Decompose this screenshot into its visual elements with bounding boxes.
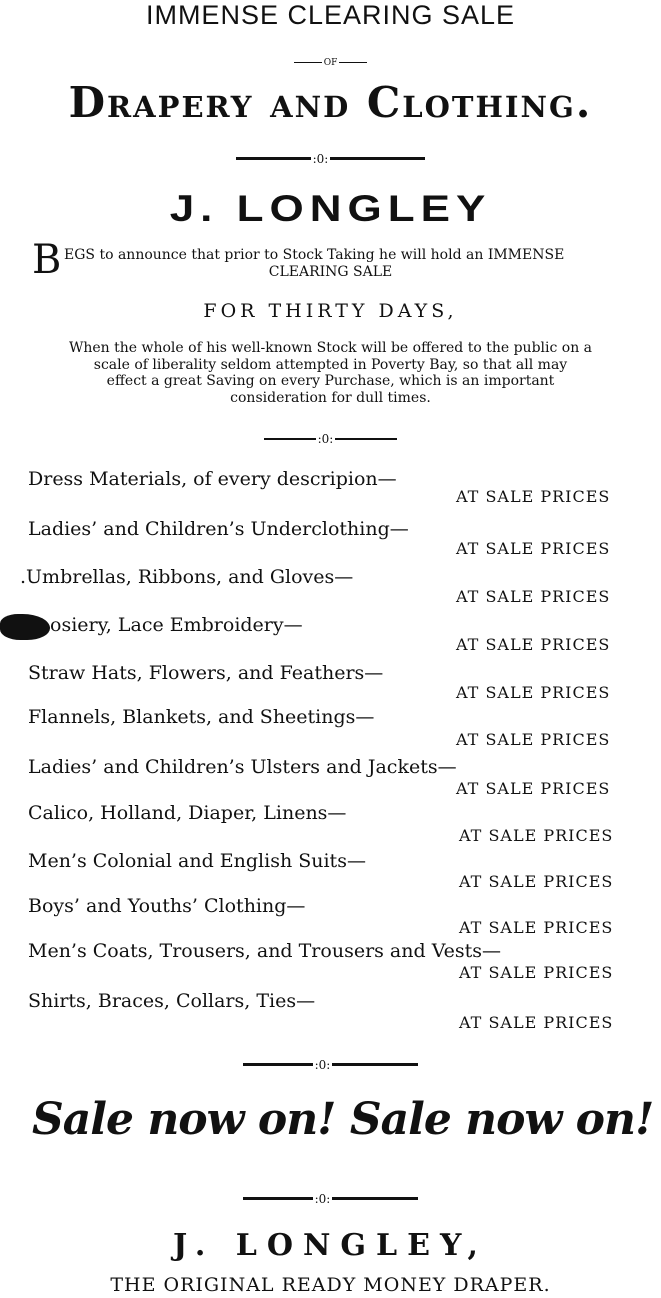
announcement-line-2: CLEARING SALE (268, 264, 393, 280)
drop-cap: B (32, 237, 62, 283)
rule-line-right (332, 1063, 418, 1066)
list-item-price: AT SALE PRICES (459, 1013, 614, 1032)
page-title: Drapery and Clothing. (68, 78, 593, 127)
ink-blot (0, 614, 50, 640)
of-label: OF (323, 57, 338, 68)
of-rule (0, 52, 661, 71)
list-item-price: AT SALE PRICES (456, 587, 611, 606)
body-line: When the whole of his well-known Stock will be offered to the public on a (68, 340, 593, 356)
rule-line-left (294, 62, 322, 63)
announcement-body (0, 340, 661, 406)
rule-line-right (335, 438, 397, 440)
top-headline: IMMENSE CLEARING SALE (145, 0, 516, 30)
list-item-label: Straw Hats, Flowers, and Feathers— (28, 662, 384, 684)
footer-name: J. LONGLEY, (173, 1228, 488, 1263)
list-item-price: AT SALE PRICES (456, 487, 611, 506)
list-item-label: Ladies’ and Children’s Underclothing— (28, 518, 409, 540)
list-item-label: Men’s Coats, Trousers, and Trousers and Vests— (28, 940, 502, 962)
rule-line-left (243, 1063, 313, 1066)
list-item-label: Ladies’ and Children’s Ulsters and Jackets— (28, 756, 457, 778)
rule-line-right (332, 1197, 418, 1200)
list-item-label: Dress Materials, of every descripion— (28, 468, 397, 490)
brand-name: J. LONGLEY (169, 187, 492, 230)
rule-line-left (243, 1197, 313, 1200)
list-item-label: Men’s Colonial and English Suits— (28, 850, 366, 872)
list-item-price: AT SALE PRICES (456, 635, 611, 654)
list-item-price: AT SALE PRICES (456, 683, 611, 702)
body-line: scale of liberality seldom attempted in Poverty Bay, so that all may (93, 356, 568, 373)
list-item-price: AT SALE PRICES (459, 826, 614, 845)
list-item-price: AT SALE PRICES (459, 963, 614, 982)
rule-line-right (339, 62, 367, 63)
list-item-label: .Umbrellas, Ribbons, and Gloves— (20, 566, 354, 588)
duration-heading: FOR THIRTY DAYS, (203, 300, 458, 322)
list-item-price: AT SALE PRICES (456, 730, 611, 749)
divider-1 (0, 148, 661, 167)
divider-2 (0, 428, 661, 447)
divider-4 (0, 1188, 661, 1207)
list-item-price: AT SALE PRICES (459, 872, 614, 891)
list-item-label: Calico, Holland, Diaper, Linens— (28, 802, 347, 824)
list-item-price: AT SALE PRICES (456, 779, 611, 798)
list-item-price: AT SALE PRICES (456, 539, 611, 558)
announcement-line-1: EGS to announce that prior to Stock Taking he will hold an IMMENSE (64, 247, 565, 263)
sale-banner: Sale now on! Sale now on! (32, 1094, 654, 1145)
rule-line-left (264, 438, 316, 440)
rule-line-left (236, 157, 311, 160)
body-line: effect a great Saving on every Purchase, which is an important (106, 373, 555, 389)
rule-mark: :0: (314, 1191, 331, 1206)
footer-tagline: THE ORIGINAL READY MONEY DRAPER. (110, 1274, 551, 1296)
body-line: consideration for dull times. (230, 389, 431, 406)
list-item-label: osiery, Lace Embroidery— (50, 614, 303, 636)
rule-mark: :0: (314, 1057, 331, 1072)
list-item-label: Boys’ and Youths’ Clothing— (28, 895, 306, 917)
list-item-label: Shirts, Braces, Collars, Ties— (28, 990, 316, 1012)
rule-mark: :0: (317, 431, 334, 446)
rule-line-right (330, 157, 425, 160)
list-item-price: AT SALE PRICES (459, 918, 614, 937)
divider-3 (0, 1054, 661, 1073)
list-item-label: Flannels, Blankets, and Sheetings— (28, 706, 375, 728)
rule-mark: :0: (312, 151, 329, 166)
